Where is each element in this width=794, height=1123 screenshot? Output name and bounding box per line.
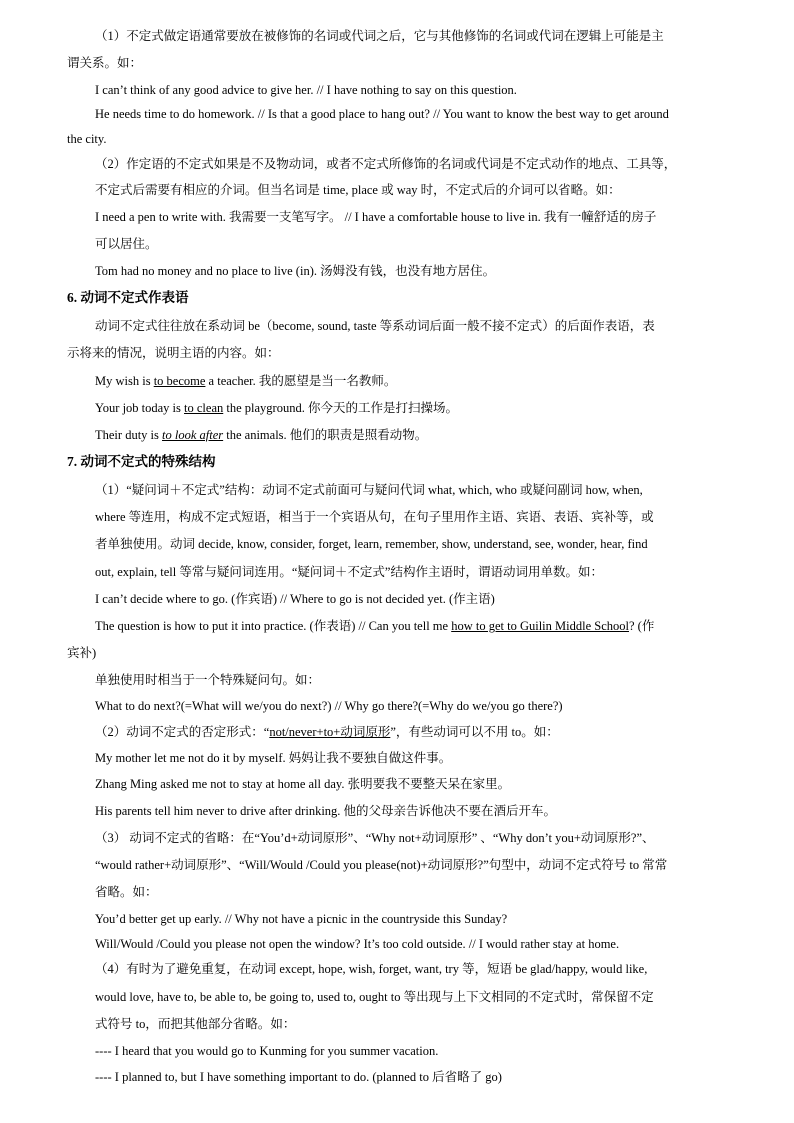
example-line: Your job today is to clean the playground. 你今天的工作是打扫操场。 (95, 401, 458, 415)
underlined-phrase: not/never+to+动词原形 (269, 725, 391, 739)
text-line: I can’t think of any good advice to give her. // I have nothing to say on this question. (95, 83, 517, 97)
text-line: 示将来的情况，说明主语的内容。如： (67, 346, 280, 360)
text-line: 谓关系。如： (67, 56, 143, 70)
dialogue-line: ---- I planned to, but I have something important to do. (planned to 后省略了 go) (95, 1070, 502, 1084)
section-heading-7: 7. 动词不定式的特殊结构 (67, 454, 216, 469)
dialogue-line: ---- I heard that you would go to Kunming for you summer vacation. (95, 1044, 439, 1058)
text-line: 单独使用时相当于一个特殊疑问句。如： (95, 673, 321, 687)
text-line: He needs time to do homework. // Is that a good place to hang out? // You want to know the best way to get around (95, 107, 669, 121)
text-line: the city. (67, 132, 107, 146)
text-line: What to do next?(=What will we/you do next?) // Why go there?(=Why do we/you go there?) (95, 699, 563, 713)
text-line: Tom had no money and no place to live (in). 汤姆没有钱，也没有地方居住。 (95, 264, 496, 278)
underlined-phrase: to look after (162, 428, 224, 442)
text-line: （3） 动词不定式的省略：在“You’d+动词原形”、“Why not+动词原形” 、“Why don’t you+动词原形?”、 (95, 831, 655, 845)
underlined-phrase: to become (153, 374, 206, 388)
text-line: would love, have to, be able to, be going to, used to, ought to 等出现与上下文相同的不定式时，常保留不定 (95, 990, 654, 1004)
text-line: 不定式后需要有相应的介词。但当名词是 time, place 或 way 时，不定式后的介词可以省略。如： (95, 183, 621, 197)
text-line: （4）有时为了避免重复，在动词 except, hope, wish, forget, want, try 等，短语 be glad/happy, would like, (95, 962, 648, 976)
text-line: out, explain, tell 等常与疑问词连用。“疑问词＋不定式”结构作主语时，谓语动词用单数。如： (95, 565, 603, 579)
text-line: 者单独使用。动词 decide, know, consider, forget, learn, remember, show, understand, see, wonder, hear, find (95, 537, 648, 551)
text-line: 式符号 to，而把其他部分省略。如： (95, 1017, 296, 1031)
text-line: Will/Would /Could you please not open the window? It’s too cold outside. // I would rather stay at home. (95, 937, 620, 951)
example-line: My wish is to become a teacher. 我的愿望是当一名教师。 (95, 374, 397, 388)
text-line: （2）动词不定式的否定形式：“not/never+to+动词原形”，有些动词可以不用 to。如： (95, 725, 559, 739)
text-line: where 等连用，构成不定式短语，相当于一个宾语从句，在句子里用作主语、宾语、表语、宾补等，或 (95, 510, 654, 524)
text-line: “would rather+动词原形”、“Will/Would /Could you please(not)+动词原形?”句型中，动词不定式符号 to 常常 (95, 858, 668, 872)
text-line: 宾补) (67, 646, 97, 660)
underlined-phrase: to clean (184, 401, 224, 415)
example-line: The question is how to put it into practice. (作表语) // Can you tell me how to get to Guilin Middle School? (作 (95, 619, 655, 633)
text-line: 动词不定式往往放在系动词 be（become, sound, taste 等系动词后面一般不接不定式）的后面作表语，表 (95, 319, 655, 333)
text-line: I can’t decide where to go. (作宾语) // Where to go is not decided yet. (作主语) (95, 592, 495, 606)
text-line: His parents tell him never to drive after drinking. 他的父母亲告诉他决不要在酒后开车。 (95, 804, 557, 818)
text-line: I need a pen to write with. 我需要一支笔写字。 // I have a comfortable house to live in. 我有一幢舒适的房子 (95, 210, 657, 224)
text-line: You’d better get up early. // Why not have a picnic in the countryside this Sunday? (95, 912, 508, 926)
text-line: Zhang Ming asked me not to stay at home all day. 张明要我不要整天呆在家里。 (95, 777, 511, 791)
text-line: 省略。如： (95, 885, 158, 899)
text-line: 可以居住。 (95, 237, 158, 251)
section-heading-6: 6. 动词不定式作表语 (67, 290, 189, 305)
text-line: （2）作定语的不定式如果是不及物动词，或者不定式所修饰的名词或代词是不定式动作的地点、工具等， (95, 157, 677, 171)
example-line: Their duty is to look after the animals. 他们的职责是照看动物。 (95, 428, 428, 442)
text-line: （1）不定式做定语通常要放在被修饰的名词或代词之后，它与其他修饰的名词或代词在逻辑上可能是主 (95, 29, 664, 43)
text-line: （1）“疑问词＋不定式”结构：动词不定式前面可与疑问代词 what, which, who 或疑问副词 how, when, (95, 483, 643, 497)
text-line: My mother let me not do it by myself. 妈妈让我不要独自做这件事。 (95, 751, 452, 765)
underlined-phrase: how to get to Guilin Middle School (451, 619, 629, 633)
